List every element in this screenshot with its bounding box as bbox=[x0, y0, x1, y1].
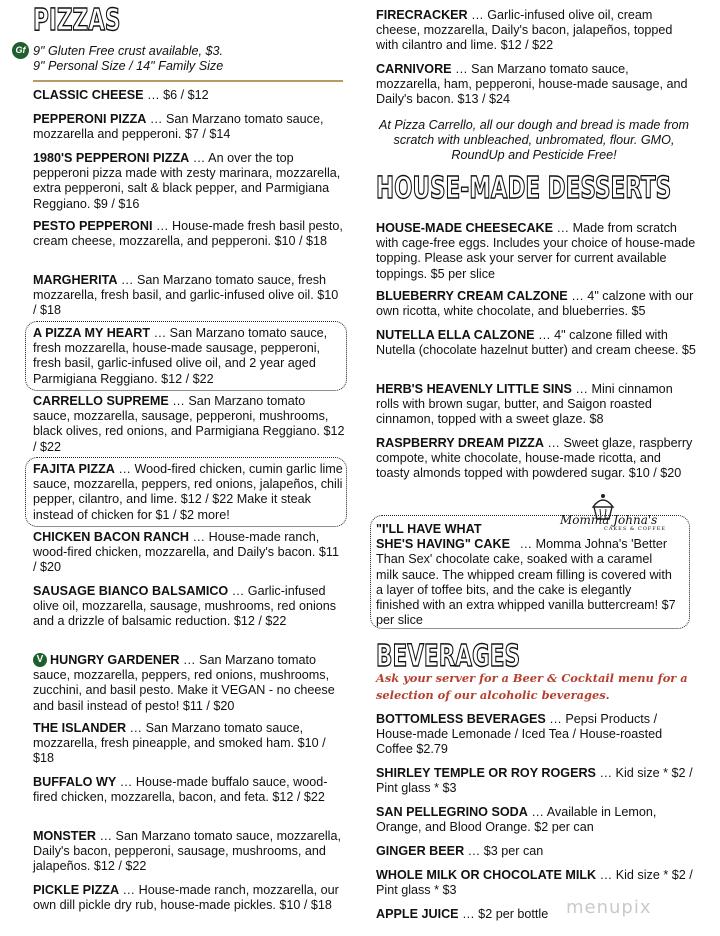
size-note: 9" Personal Size / 14" Family Size bbox=[33, 59, 224, 73]
item-name: SAN PELLEGRINO SODA bbox=[376, 805, 528, 819]
menu-item bbox=[33, 151, 345, 212]
item-description: … House-made fresh basil pesto, cream cheese, mozzarella, and pepperoni. $10 / $18 bbox=[33, 219, 343, 249]
item-name: RASPBERRY DREAM PIZZA bbox=[376, 436, 544, 450]
desserts-title: HOUSE-MADE DESSERTS bbox=[376, 171, 672, 206]
menu-item bbox=[376, 868, 696, 898]
menu-item bbox=[376, 766, 696, 796]
watermark: menupix bbox=[566, 897, 652, 918]
item-description: … House-made ranch, wood-fired chicken, mozzarella, and Daily's bacon. $11 / $20 bbox=[33, 530, 339, 575]
vegan-icon: V bbox=[33, 653, 47, 667]
item-name: 1980'S PEPPERONI PIZZA bbox=[33, 151, 190, 165]
item-name: "I'LL HAVE WHAT SHE'S HAVING" CAKE bbox=[376, 522, 510, 552]
item-name: THE ISLANDER bbox=[33, 721, 127, 735]
menu-item bbox=[376, 8, 696, 54]
item-description: … San Marzano tomato sauce, mozzarella, fresh pineapple, and smoked ham. $10 / $18 bbox=[33, 721, 326, 766]
item-description: … House-made buffalo sauce, wood-fired chicken, mozzarella, bacon, and feta. $12 / $22 bbox=[33, 775, 328, 805]
item-description: … San Marzano tomato sauce, fresh mozzarella, house-made sausage, pepperoni, fresh basil, garlic-infused olive oil, and 2 year aged Parmigiana Reggiano. $12 / $22 bbox=[33, 326, 328, 386]
item-description: … Wood-fired chicken, cumin garlic lime sauce, mozzarella, peppers, red onions, jalapeños, chili pepper, cilantro, and lime. $12 / $22 Make it steak instead of chicken for $1 / $2 more! bbox=[33, 462, 343, 522]
menu-item bbox=[33, 584, 345, 630]
item-description: … Garlic-infused olive oil, mozzarella, sausage, mushrooms, red onions and a drizzle of balsamic reduction. $12 / $22 bbox=[33, 584, 337, 629]
menu-item bbox=[33, 112, 345, 142]
item-description: … An over the top pepperoni pizza made with zesty marinara, mozzarella, extra pepperoni, salt & black pepper, and Parmigiana Reggiano. $9 / $16 bbox=[33, 151, 341, 211]
item-name: PEPPERONI PIZZA bbox=[33, 112, 147, 126]
pizzas-title: PIZZAS bbox=[33, 3, 121, 38]
item-name: SHIRLEY TEMPLE OR ROY ROGERS bbox=[376, 766, 596, 780]
menu-item bbox=[33, 219, 345, 249]
item-description: … San Marzano tomato sauce, mozzarella, Daily's bacon, pepperoni, sausage, mushrooms, and jalapeños. $12 / $22 bbox=[33, 829, 341, 874]
item-description: … Kid size * $2 / Pint glass * $3 bbox=[376, 766, 693, 796]
item-description: … Pepsi Products / House-made Lemonade / Iced Tea / House-roasted Coffee $2.79 bbox=[376, 712, 663, 757]
item-name: HOUSE-MADE CHEESECAKE bbox=[376, 221, 554, 235]
beverage-note: Ask your server for a Beer & Cocktail menu for a selection of our alcoholic beverages. bbox=[376, 671, 688, 702]
beverages-title: BEVERAGES bbox=[376, 639, 521, 674]
item-name: PICKLE PIZZA bbox=[33, 883, 120, 897]
item-description: … Momma Johna's 'Better Than Sex' chocolate cake, soaked with a caramel milk sauce. The whipped cream filling is covered with a layer of toffee bits, and the cake is elegantly finished with an extra whipped vanilla buttercream! $7 per slice bbox=[376, 537, 676, 628]
gluten-free-note: 9" Gluten Free crust available, $3. bbox=[33, 44, 223, 58]
item-name: MARGHERITA bbox=[33, 273, 118, 287]
item-description: … $6 / $12 bbox=[143, 88, 209, 102]
item-description: … 4" calzone with our own ricotta, white chocolate, and blueberries. $5 bbox=[376, 289, 694, 319]
item-name: BUFFALO WY bbox=[33, 775, 117, 789]
dough-note: At Pizza Carrello, all our dough and bread is made from scratch with unbleached, unbromated, flour. GMO, RoundUp and Pesticide Free! bbox=[378, 118, 690, 163]
menu-item bbox=[376, 382, 696, 428]
item-description: … House-made ranch, mozzarella, our own dill pickle dry rub, house-made pickles. $10 / $18 bbox=[33, 883, 339, 913]
pizza-size-note bbox=[33, 44, 223, 74]
item-name: A PIZZA MY HEART bbox=[33, 326, 151, 340]
item-description: … San Marzano tomato sauce, mozzarella, ham, pepperoni, house-made sausage, and Daily's bacon. $13 / $24 bbox=[376, 62, 688, 107]
divider bbox=[33, 80, 343, 82]
item-name: NUTELLA ELLA CALZONE bbox=[376, 328, 535, 342]
menu-item bbox=[33, 88, 209, 103]
item-description: … Sweet glaze, raspberry compote, white chocolate, house-made ricotta, and toasty almonds topped with powdered sugar. $10 / $20 bbox=[376, 436, 693, 481]
menu-item bbox=[33, 775, 345, 805]
menu-item bbox=[376, 805, 696, 835]
item-name: HUNGRY GARDENER bbox=[50, 653, 180, 667]
item-name: MONSTER bbox=[33, 829, 96, 843]
menu-item bbox=[376, 221, 696, 282]
item-name: WHOLE MILK OR CHOCOLATE MILK bbox=[376, 868, 597, 882]
menu-item bbox=[376, 289, 696, 319]
menu-item bbox=[33, 829, 345, 875]
item-name: FIRECRACKER bbox=[376, 8, 468, 22]
item-name: BOTTOMLESS BEVERAGES bbox=[376, 712, 546, 726]
item-name: SAUSAGE BIANCO BALSAMICO bbox=[33, 584, 229, 598]
item-description: … Garlic-infused olive oil, cream cheese, mozzarella, Daily's bacon, jalapeños, topped with cilantro and lime. $12 / $22 bbox=[376, 8, 673, 53]
item-description: … San Marzano tomato sauce, mozzarella, sausage, pepperoni, mushrooms, black olives, red onions, and Parmigiana Reggiano. $12 / $22 bbox=[33, 394, 345, 454]
item-name: CHICKEN BACON RANCH bbox=[33, 530, 190, 544]
logo-subtitle: CAKES & COFFEE bbox=[604, 526, 667, 532]
item-name: HERB'S HEAVENLY LITTLE SINS bbox=[376, 382, 572, 396]
item-name: CARRELLO SUPREME bbox=[33, 394, 169, 408]
item-description: … San Marzano tomato sauce, mozzarella, peppers, red onions, mushrooms, zucchini, and basil pesto. Make it VEGAN - no cheese and basil instead of pesto! $11 / $20 bbox=[33, 653, 335, 713]
item-name: PESTO PEPPERONI bbox=[33, 219, 153, 233]
item-description: … $3 per can bbox=[464, 844, 544, 858]
item-name: CLASSIC CHEESE bbox=[33, 88, 144, 102]
logo-name: Momma Johna's bbox=[560, 513, 658, 527]
item-name: CARNIVORE bbox=[376, 62, 452, 76]
item-description: … San Marzano tomato sauce, mozzarella and pepperoni. $7 / $14 bbox=[33, 112, 324, 142]
menu-item bbox=[33, 530, 345, 576]
menu-item bbox=[33, 394, 345, 455]
menu-item bbox=[33, 326, 345, 387]
menu-item bbox=[376, 436, 696, 482]
item-name: BLUEBERRY CREAM CALZONE bbox=[376, 289, 568, 303]
menu-item bbox=[33, 653, 345, 714]
menu-item bbox=[33, 883, 345, 913]
gluten-free-icon: Gf bbox=[12, 42, 29, 59]
item-description: … Made from scratch with cage-free eggs. Includes your choice of house-made topping. Please ask your server for current available toppings. $5 per slice bbox=[376, 221, 696, 281]
menu-item bbox=[33, 721, 345, 767]
item-description: … Kid size * $2 / Pint glass * $3 bbox=[376, 868, 693, 898]
item-name: GINGER BEER bbox=[376, 844, 465, 858]
menu-item bbox=[376, 62, 696, 108]
item-description: … 4" calzone filled with Nutella (chocolate hazelnut butter) and cream cheese. $5 bbox=[376, 328, 696, 358]
item-description: … Mini cinnamon rolls with brown sugar, butter, and Saigon roasted cinnamon, topped with a sweet glaze. $8 bbox=[376, 382, 673, 427]
item-description: … San Marzano tomato sauce, fresh mozzarella, fresh basil, and garlic-infused olive oil. $10 / $18 bbox=[33, 273, 339, 318]
menu-item bbox=[33, 273, 345, 319]
item-description: … Available in Lemon, Orange, and Blood Orange. $2 per can bbox=[376, 805, 657, 835]
momma-johnas-logo bbox=[560, 495, 666, 535]
item-name: APPLE JUICE bbox=[376, 907, 459, 921]
item-name: FAJITA PIZZA bbox=[33, 462, 115, 476]
menu-item bbox=[376, 712, 696, 758]
menu-item bbox=[376, 844, 696, 859]
item-description: … $2 per bottle bbox=[458, 907, 549, 921]
menu-item bbox=[33, 462, 345, 523]
menu-item bbox=[376, 328, 696, 358]
